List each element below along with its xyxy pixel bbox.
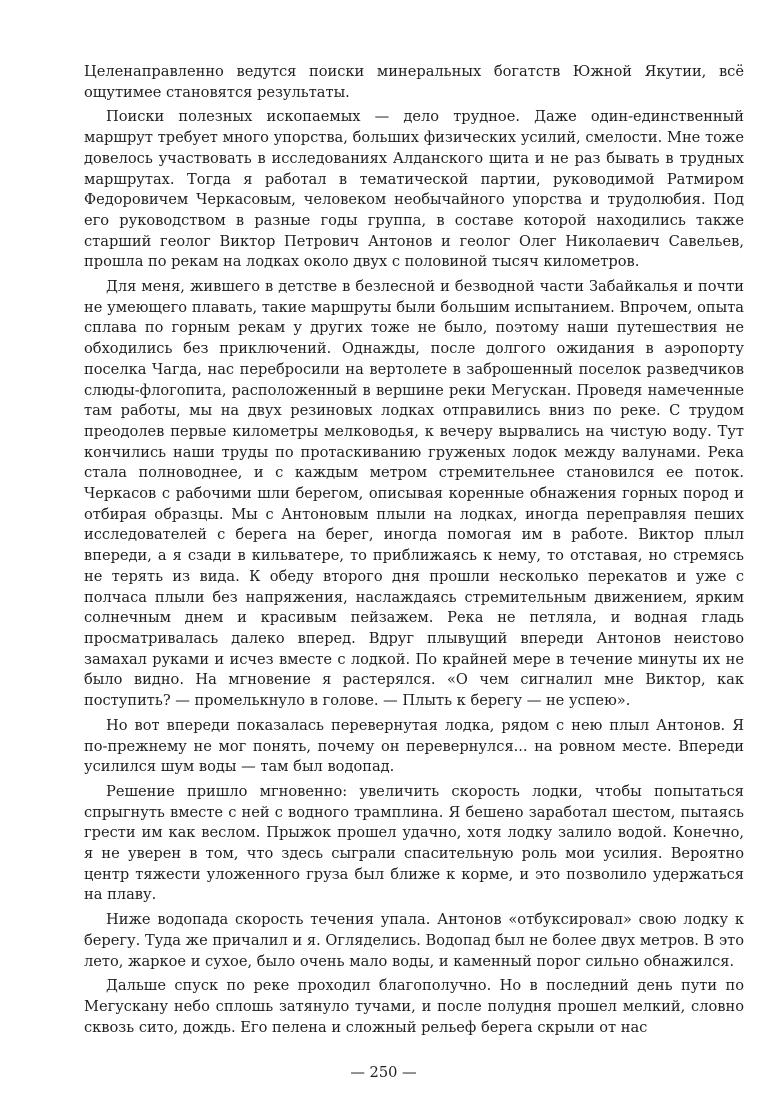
paragraph: Но вот впереди показалась перевернутая лодка, рядом с нею плыл Антонов. Я по-прежнему не мог понять, почему он перевернулся... на ровном месте. Впереди усилился шум воды — там был водопад. (84, 716, 744, 776)
page-body (84, 62, 744, 1042)
paragraph: Целенаправленно ведутся поиски минеральных богатств Южной Якутии, всё ощутимее становятся результаты. (84, 63, 744, 101)
paragraph: Ниже водопада скорость течения упала. Антонов «отбуксировал» свою лодку к берегу. Туда же причалил и я. Огляделись. Водопад был не более двух метров. В это лето, жаркое и сухое, было очень мало воды, и каменный порог сильно обнажился. (84, 911, 744, 970)
paragraph: Поиски полезных ископаемых — дело трудное. Даже один-единственный маршрут требует много упорства, больших физических усилий, смелости. Мне тоже довелось участвовать в исследованиях Алданского щита и не раз бывать в трудных маршрутах. Тогда я работал в тематической партии, руководимой Ратмиром Федоровичем Черкасовым, человеком необычайного упорства и трудолюбия. Под его руководством в разные годы группа, в составе которой находились также старший геолог Виктор Петрович Антонов и геолог Олег Николаевич Савельев, прошла по рекам на лодках около двух с половиной тысяч километров. (84, 108, 744, 271)
page-number: — 250 — (350, 1064, 417, 1081)
paragraph: Дальше спуск по реке проходил благополучно. Но в последний день пути по Мегускану небо сплошь затянуло тучами, и после полудня прошел мелкий, словно сквозь сито, дождь. Его пелена и сложный рельеф берега скрыли от нас (84, 977, 744, 1036)
paragraph: Для меня, жившего в детстве в безлесной и безводной части Забайкалья и почти не умеющего плавать, такие маршруты были большим испытанием. Впрочем, опыта сплава по горным рекам у других тоже не было, поэтому наши путешествия не обходились без приключений. Однажды, после долгого ожидания в аэропорту поселка Чагда, нас перебросили на вертолете в заброшенный поселок разведчиков слюды-флогопита, расположенный в вершине реки Мегускан. Проведя намеченные там работы, мы на двух резиновых лодках отправились вниз по реке. С трудом преодолев первые километры мелководья, к вечеру вырвались на чистую воду. Тут кончились наши труды по протаскиванию груженых лодок между валунами. Река стала полноводнее, и с каждым метром стремительнее становился ее поток. Черкасов с рабочими шли берегом, описывая коренные обнажения горных пород и отбирая образцы. Мы с Антоновым плыли на лодках, иногда переправляя пеших исследователей с берега на берег, иногда помогая им в работе. Виктор плыл впереди, а я сзади в кильватере, то приближаясь к нему, то отставая, но стремясь не терять из вида. К обеду второго дня прошли несколько перекатов и уже с полчаса плыли без напряжения, наслаждаясь стремительным движением, ярким солнечным днем и красивым пейзажем. Река не петляла, и водная гладь просматривалась далеко вперед. Вдруг плывущий впереди Антонов неистово замахал руками и исчез вместе с лодкой. По крайней мере в течение минуты их не было видно. На мгновение я растерялся. «О чем сигналил мне Виктор, как поступить? — промелькнуло в голове. — Плыть к берегу — не успею». (84, 278, 744, 710)
paragraph: Решение пришло мгновенно: увеличить скорость лодки, чтобы попытаться спрыгнуть вместе с ней с водного трамплина. Я бешено заработал шестом, пытаясь грести им как веслом. Прыжок прошел удачно, хотя лодку залило водой. Конечно, я не уверен в том, что здесь сыграли спасительную роль мои усилия. Вероятно центр тяжести уложенного груза был ближе к корме, и это позволило удержаться на плаву. (84, 782, 744, 904)
